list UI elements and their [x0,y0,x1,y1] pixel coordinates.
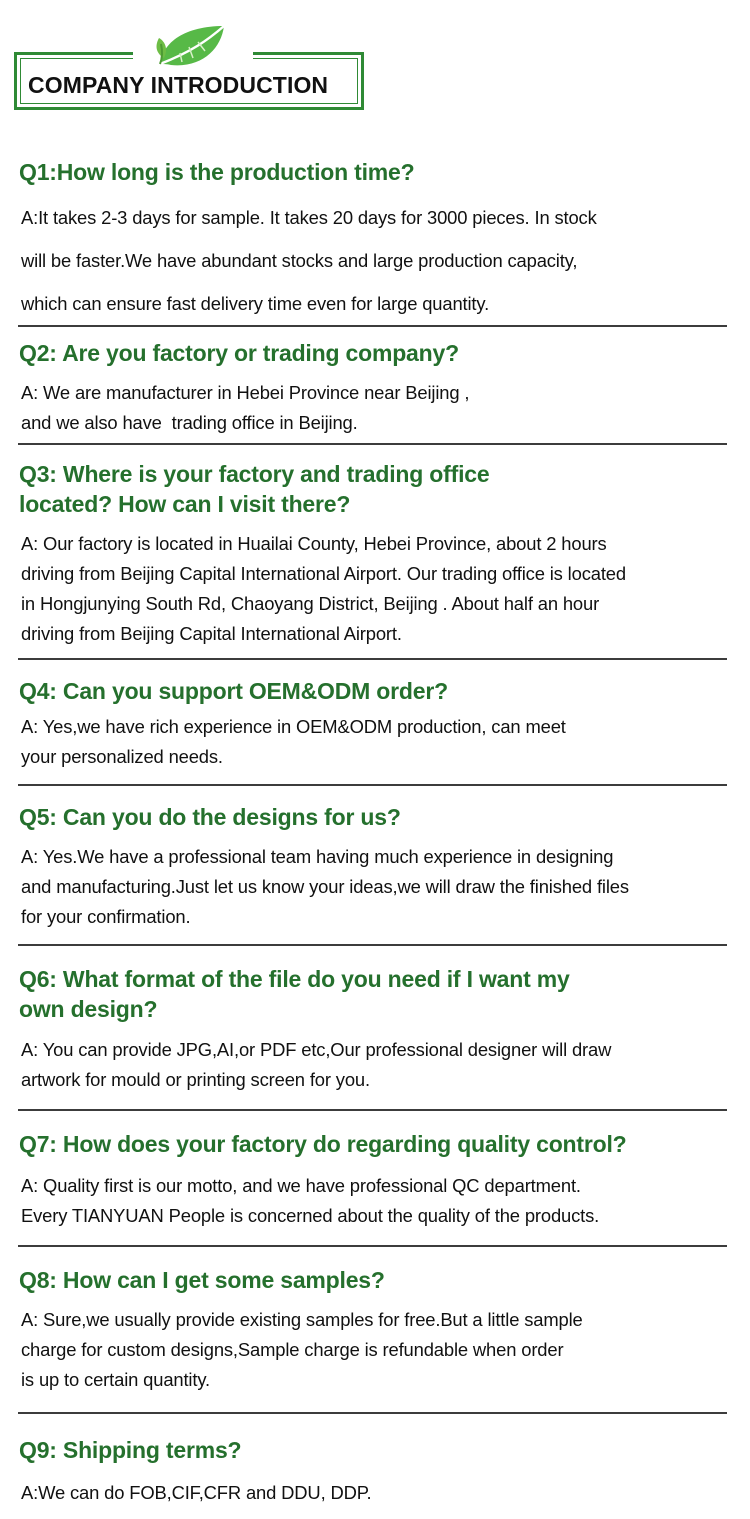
faq-answer-2: A: We are manufacturer in Hebei Province near Beijing , and we also have trading office in Beijing. [21,382,470,433]
faq-question-8: Q8: How can I get some samples? [19,1267,385,1293]
faq-answer-5: A: Yes.We have a professional team having much experience in designing and manufacturing.Just let us know your ideas,we will draw the finished files for your confirmation. [21,846,629,927]
faq-answer-1: A:It takes 2-3 days for sample. It takes 20 days for 3000 pieces. In stock will be faster.We have abundant stocks and large production capacity, which can ensure fast delivery time even for large quantity. [21,207,597,314]
faq-divider [18,1412,727,1414]
faq-divider [18,325,727,327]
faq-answer-9: A:We can do FOB,CIF,CFR and DDU, DDP. [21,1482,372,1503]
faq-divider [18,443,727,445]
faq-question-4: Q4: Can you support OEM&ODM order? [19,678,448,704]
faq-question-5: Q5: Can you do the designs for us? [19,804,401,830]
faq-question-2: Q2: Are you factory or trading company? [19,340,459,366]
faq-question-1: Q1:How long is the production time? [19,159,415,185]
faq-question-7: Q7: How does your factory do regarding quality control? [19,1131,627,1157]
faq-answer-6: A: You can provide JPG,AI,or PDF etc,Our professional designer will draw artwork for mould or printing screen for you. [21,1039,612,1090]
faq-answer-7: A: Quality first is our motto, and we have professional QC department. Every TIANYUAN People is concerned about the quality of the products. [21,1175,600,1226]
faq-question-6: Q6: What format of the file do you need if I want my own design? [19,966,570,1022]
faq-question-3: Q3: Where is your factory and trading office located? How can I visit there? [19,461,490,517]
faq-divider [18,784,727,786]
faq-divider [18,1109,727,1111]
faq-answer-8: A: Sure,we usually provide existing samples for free.But a little sample charge for custom designs,Sample charge is refundable when order is up to certain quantity. [21,1309,583,1390]
company-introduction-header [0,0,750,130]
faq-divider [18,658,727,660]
leaf-icon [146,16,232,74]
faq-answer-3: A: Our factory is located in Huailai County, Hebei Province, about 2 hours driving from Beijing Capital International Airport. Our trading office is located in Hongjunying South Rd, Chaoyang District, Beijing . About half an hour driving from Beijing Capital International Airport. [21,533,626,644]
faq-divider [18,1245,727,1247]
faq-answer-4: A: Yes,we have rich experience in OEM&ODM production, can meet your personalized needs. [21,716,566,767]
page-title: COMPANY INTRODUCTION [28,72,329,98]
faq-question-9: Q9: Shipping terms? [19,1437,242,1463]
faq-divider [18,944,727,946]
